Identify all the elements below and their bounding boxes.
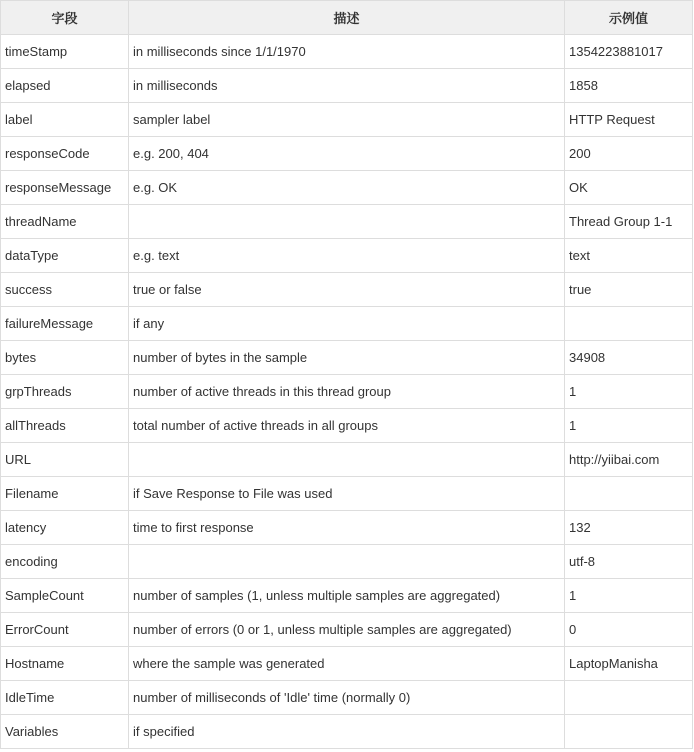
example-cell	[565, 307, 693, 341]
description-cell	[129, 443, 565, 477]
description-cell: number of samples (1, unless multiple samples are aggregated)	[129, 579, 565, 613]
description-cell	[129, 545, 565, 579]
field-cell: ErrorCount	[1, 613, 129, 647]
table-row	[1, 613, 693, 647]
description-cell: time to first response	[129, 511, 565, 545]
example-cell: http://yiibai.com	[565, 443, 693, 477]
table-row	[1, 137, 693, 171]
field-cell: elapsed	[1, 69, 129, 103]
description-cell: if any	[129, 307, 565, 341]
field-cell: allThreads	[1, 409, 129, 443]
table-row	[1, 273, 693, 307]
table-row	[1, 579, 693, 613]
table-row	[1, 477, 693, 511]
table-row	[1, 205, 693, 239]
table-row	[1, 103, 693, 137]
header-example: 示例值	[565, 1, 693, 35]
table-row	[1, 171, 693, 205]
description-cell: if specified	[129, 715, 565, 749]
description-cell: number of milliseconds of 'Idle' time (normally 0)	[129, 681, 565, 715]
example-cell: 1354223881017	[565, 35, 693, 69]
field-cell: grpThreads	[1, 375, 129, 409]
field-cell: SampleCount	[1, 579, 129, 613]
table-row	[1, 409, 693, 443]
example-cell	[565, 681, 693, 715]
description-cell: sampler label	[129, 103, 565, 137]
field-cell: encoding	[1, 545, 129, 579]
example-cell	[565, 477, 693, 511]
description-cell: total number of active threads in all groups	[129, 409, 565, 443]
field-cell: bytes	[1, 341, 129, 375]
example-cell: 1	[565, 409, 693, 443]
example-cell: 34908	[565, 341, 693, 375]
table-row	[1, 341, 693, 375]
table-row	[1, 511, 693, 545]
example-cell: text	[565, 239, 693, 273]
example-cell: 0	[565, 613, 693, 647]
description-cell: in milliseconds	[129, 69, 565, 103]
example-cell: utf-8	[565, 545, 693, 579]
field-cell: IdleTime	[1, 681, 129, 715]
field-cell: dataType	[1, 239, 129, 273]
field-cell: label	[1, 103, 129, 137]
example-cell: 132	[565, 511, 693, 545]
description-cell: true or false	[129, 273, 565, 307]
example-cell: LaptopManisha	[565, 647, 693, 681]
table-row	[1, 443, 693, 477]
example-cell: 200	[565, 137, 693, 171]
description-cell: e.g. OK	[129, 171, 565, 205]
field-cell: URL	[1, 443, 129, 477]
description-cell: e.g. text	[129, 239, 565, 273]
description-cell: where the sample was generated	[129, 647, 565, 681]
table-row	[1, 647, 693, 681]
description-cell: e.g. 200, 404	[129, 137, 565, 171]
header-field: 字段	[1, 1, 129, 35]
table-body	[1, 35, 693, 749]
field-cell: responseCode	[1, 137, 129, 171]
description-cell: if Save Response to File was used	[129, 477, 565, 511]
field-cell: success	[1, 273, 129, 307]
table-row	[1, 69, 693, 103]
table-header	[1, 1, 693, 35]
example-cell: Thread Group 1-1	[565, 205, 693, 239]
example-cell	[565, 715, 693, 749]
description-cell: number of errors (0 or 1, unless multiple samples are aggregated)	[129, 613, 565, 647]
field-cell: latency	[1, 511, 129, 545]
table-row	[1, 35, 693, 69]
field-cell: Filename	[1, 477, 129, 511]
example-cell: 1858	[565, 69, 693, 103]
field-cell: Variables	[1, 715, 129, 749]
example-cell: true	[565, 273, 693, 307]
table-row	[1, 715, 693, 749]
field-cell: Hostname	[1, 647, 129, 681]
header-description: 描述	[129, 1, 565, 35]
example-cell: OK	[565, 171, 693, 205]
header-row	[1, 1, 693, 35]
table-row	[1, 545, 693, 579]
example-cell: 1	[565, 579, 693, 613]
description-cell: number of active threads in this thread group	[129, 375, 565, 409]
field-cell: threadName	[1, 205, 129, 239]
field-cell: responseMessage	[1, 171, 129, 205]
table-row	[1, 375, 693, 409]
description-cell	[129, 205, 565, 239]
field-cell: timeStamp	[1, 35, 129, 69]
field-cell: failureMessage	[1, 307, 129, 341]
description-cell: number of bytes in the sample	[129, 341, 565, 375]
table-row	[1, 307, 693, 341]
table-row	[1, 239, 693, 273]
example-cell: HTTP Request	[565, 103, 693, 137]
table-row	[1, 681, 693, 715]
description-cell: in milliseconds since 1/1/1970	[129, 35, 565, 69]
example-cell: 1	[565, 375, 693, 409]
